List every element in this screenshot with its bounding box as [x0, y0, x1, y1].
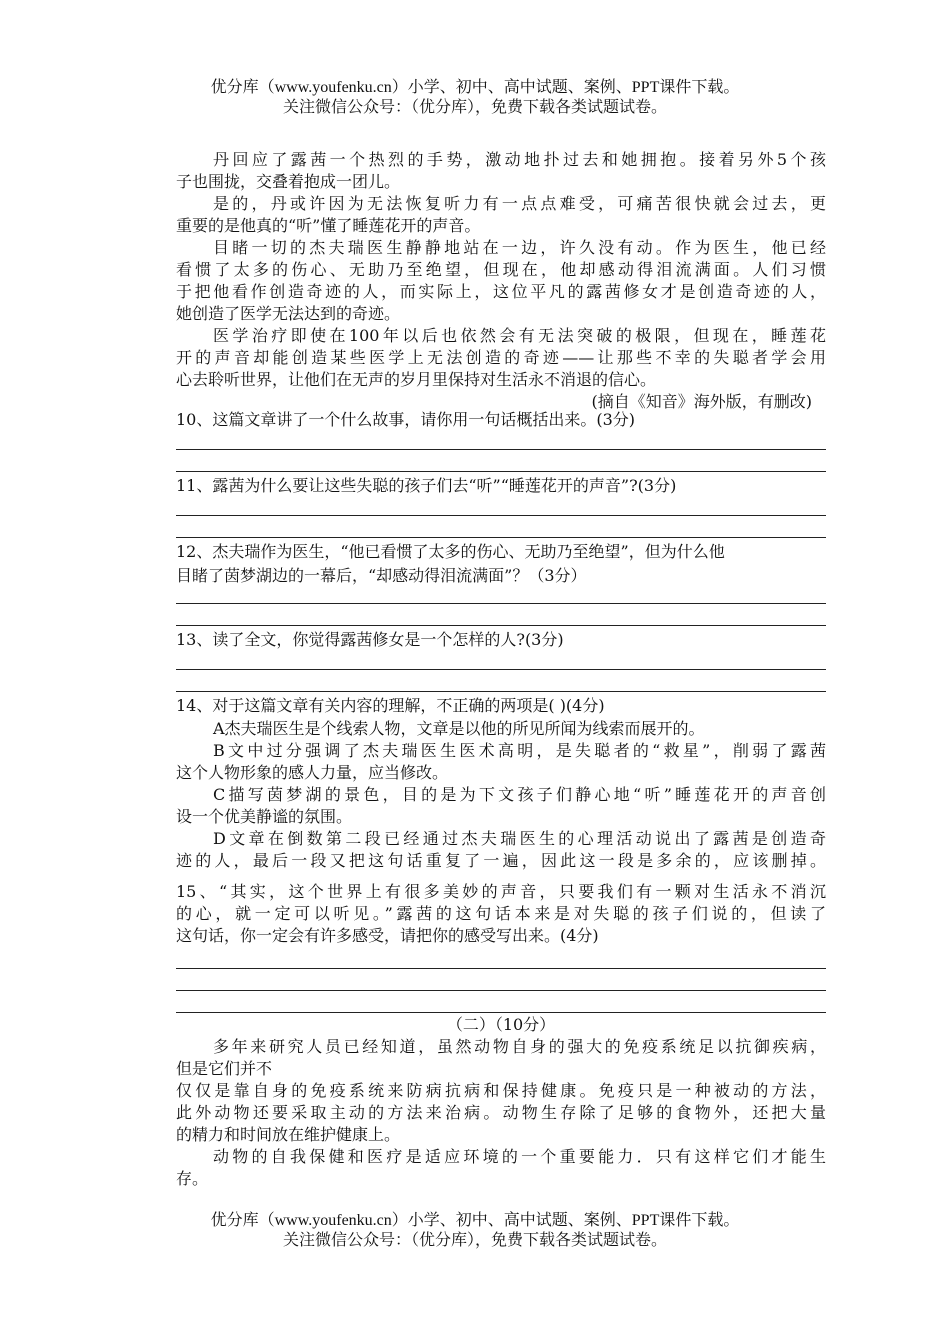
question-text: 11、露茜为什么要让这些失聪的孩子们去“听”“睡莲花开的声音”?(3分)	[176, 476, 677, 495]
header-line-2: 关注微信公众号：（优分库），免费下载各类试题试卷。	[282, 99, 667, 116]
passage-line: 此外动物还要采取主动的方法来治病。动物生存除了足够的食物外，还把大量	[176, 1103, 826, 1122]
passage-line: 丹回应了露茜一个热烈的手势，激动地扑过去和她拥抱。接着另外5个孩	[213, 150, 826, 169]
question-text: 这句话，你一定会有许多感受，请把你的感受写出来。(4分)	[176, 926, 599, 945]
answer-line[interactable]	[176, 515, 826, 516]
passage-line: 她创造了医学无法达到的奇迹。	[176, 304, 401, 323]
passage-line: 医学治疗即使在100年以后也依然会有无法突破的极限，但现在，睡莲花	[213, 326, 826, 345]
passage-line: 心去聆听世界，让他们在无声的岁月里保持对生活永不消退的信心。	[176, 370, 657, 389]
answer-line[interactable]	[176, 691, 826, 692]
option-a: A杰夫瑞医生是个线索人物，文章是以他的所见所闻为线索而展开的。	[213, 719, 705, 738]
answer-line[interactable]	[176, 968, 826, 969]
answer-line[interactable]	[176, 625, 826, 626]
option-d: D文章在倒数第二段已经通过杰夫瑞医生的心理活动说出了露茜是创造奇	[213, 829, 826, 848]
passage-line: 多年来研究人员已经知道，虽然动物自身的强大的免疫系统足以抗御疾病，	[213, 1037, 826, 1056]
answer-line[interactable]	[176, 537, 826, 538]
answer-line[interactable]	[176, 1012, 826, 1013]
option-c-continued: 设一个优美静谧的氛围。	[176, 807, 353, 826]
answer-line[interactable]	[176, 990, 826, 991]
question-13	[176, 628, 826, 652]
question-11	[176, 474, 826, 498]
answer-line[interactable]	[176, 471, 826, 472]
passage-body	[176, 149, 826, 413]
passage-line: 仅仅是靠自身的免疫系统来防病抗病和保持健康。免疫只是一种被动的方法，	[176, 1081, 826, 1100]
page-header	[0, 78, 950, 118]
passage-line: 的精力和时间放在维护健康上。	[176, 1125, 401, 1144]
answer-line[interactable]	[176, 603, 826, 604]
passage-line: 存。	[176, 1169, 209, 1188]
question-text: 15、“其实，这个世界上有很多美妙的声音，只要我们有一颗对生活永不消沉	[176, 882, 826, 901]
page-footer	[0, 1211, 950, 1251]
passage-line: 是的，丹或许因为无法恢复听力有一点点难受，可痛苦很快就会过去，更	[213, 194, 826, 213]
question-text: 10、这篇文章讲了一个什么故事，请你用一句话概括出来。(3分)	[176, 410, 636, 429]
question-text: 的心，就一定可以听见。”露茜的这句话本来是对失聪的孩子们说的，但读了	[176, 904, 826, 923]
question-text: 14、对于这篇文章有关内容的理解，不正确的两项是( )(4分)	[176, 696, 605, 715]
passage-line: 重要的是他真的“听”懂了睡莲花开的声音。	[176, 216, 481, 235]
passage-line: 但是它们并不	[176, 1059, 273, 1078]
question-text: 13、读了全文，你觉得露茜修女是一个怎样的人?(3分)	[176, 630, 564, 649]
section-2	[176, 1014, 826, 1190]
header-line-1: 优分库（www.youfenku.cn）小学、初中、高中试题、案例、PPT课件下载。	[210, 79, 740, 96]
answer-line[interactable]	[176, 449, 826, 450]
question-text: 目睹了茵梦湖边的一幕后，“却感动得泪流满面”？（3分）	[176, 566, 587, 585]
question-14	[176, 694, 826, 872]
question-12	[176, 540, 826, 588]
footer-line-2: 关注微信公众号：（优分库），免费下载各类试题试卷。	[282, 1232, 667, 1249]
passage-line: 看惯了太多的伤心、无助乃至绝望，但现在，他却感动得泪流满面。人们习惯	[176, 260, 826, 279]
passage-line: 动物的自我保健和医疗是适应环境的一个重要能力．只有这样它们才能生	[213, 1147, 826, 1166]
section-title: （二）（10分）	[446, 1015, 556, 1034]
passage-line: 开的声音却能创造某些医学上无法创造的奇迹——让那些不幸的失聪者学会用	[176, 348, 826, 367]
question-10	[176, 408, 826, 432]
footer-line-1: 优分库（www.youfenku.cn）小学、初中、高中试题、案例、PPT课件下载。	[210, 1212, 740, 1229]
option-c: C描写茵梦湖的景色，目的是为下文孩子们静心地“听”睡莲花开的声音创	[213, 785, 826, 804]
question-15	[176, 881, 826, 947]
answer-line[interactable]	[176, 669, 826, 670]
passage-line: 于把他看作创造奇迹的人，而实际上，这位平凡的露茜修女才是创造奇迹的人，	[176, 282, 826, 301]
passage-line: 子也围拢，交叠着抱成一团儿。	[176, 172, 401, 191]
option-b-continued: 这个人物形象的感人力量，应当修改。	[176, 763, 449, 782]
passage-source: (摘自《知音》海外版，有删改)	[591, 392, 812, 411]
option-b: B文中过分强调了杰夫瑞医生医术高明，是失聪者的“救星”，削弱了露茜	[213, 741, 826, 760]
question-text: 12、杰夫瑞作为医生，“他已看惯了太多的伤心、无助乃至绝望”，但为什么他	[176, 542, 725, 561]
passage-line: 目睹一切的杰夫瑞医生静静地站在一边，许久没有动。作为医生，他已经	[213, 238, 826, 257]
option-d-continued: 迹的人，最后一段又把这句话重复了一遍，因此这一段是多余的，应该删掉。	[176, 851, 826, 870]
